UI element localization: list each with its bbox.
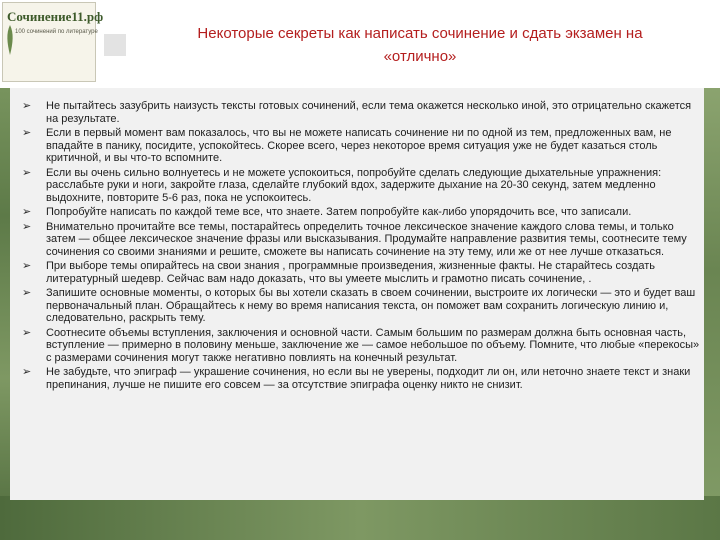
list-item-text: Внимательно прочитайте все темы, постарайтесь определить точное лексическое значение каждого слова темы, и только затем — общее лексическое значение фразы или высказывания. Продумайте направление развития темы, соотнесите тему сочинения со своими знаниями и решите, сможете вы написать сочинение на эту тему, или же от нее лучше отказаться. bbox=[46, 220, 687, 258]
arrow-bullet-icon: ➢ bbox=[22, 166, 32, 179]
list-item bbox=[22, 327, 702, 365]
arrow-bullet-icon: ➢ bbox=[22, 100, 32, 112]
quill-icon bbox=[5, 25, 15, 55]
list-item-text: Если вы очень сильно волнуетесь и не можете успокоиться, попробуйте сделать следующие дыхательные упражнения: расслабьте руки и ноги, закройте глаза, сделайте глубокий вдох, задержите дыхание на 20-30 секунд, затем медленно выдохните, повторите 5-6 раз, пока не успокоитесь. bbox=[46, 166, 662, 204]
decorative-square bbox=[104, 34, 126, 56]
site-logo[interactable] bbox=[2, 2, 104, 82]
arrow-bullet-icon: ➢ bbox=[22, 260, 32, 273]
arrow-bullet-icon: ➢ bbox=[22, 366, 32, 379]
site-logo-tagline: 100 сочинений по литературе bbox=[15, 29, 98, 35]
slide-title bbox=[150, 22, 690, 68]
background-bottom-border bbox=[0, 496, 720, 540]
list-item-text: Не пытайтесь зазубрить наизусть тексты готовых сочинений, если тема окажется несколько иной, это отрицательно скажется на результате. bbox=[46, 100, 692, 125]
list-item-text: Не забудьте, что эпиграф — украшение сочинения, но если вы не уверены, подходит ли он, или неточно знаете текст и знаки препинания, лучше не пишите его совсем — за отсутствие эпиграфа оценку никто не снизит. bbox=[46, 366, 691, 391]
arrow-bullet-icon: ➢ bbox=[22, 126, 32, 139]
site-logo-name: Сочинение11.рф bbox=[7, 9, 104, 24]
list-item-text: Запишите основные моменты, о которых бы вы хотели сказать в своем сочинении, выстроите их логически — это и будет ваш первоначальный план. Обращайтесь к нему во время написания текста, он поможет вам сохранить логическую линию и, следовательно, раскрыть тему. bbox=[46, 287, 696, 325]
slide-title-line-1: Некоторые секреты как написать сочинение и сдать экзамен на bbox=[197, 25, 643, 42]
list-item bbox=[22, 221, 702, 259]
list-item bbox=[22, 366, 702, 391]
list-item bbox=[22, 287, 702, 325]
list-item bbox=[22, 206, 702, 219]
list-item-text: Если в первый момент вам показалось, что вы не можете написать сочинение ни по одной из тем, предложенных вам, не впадайте в панику, посидите, успокойтесь. Скорее всего, через некоторое время ситуация уже не будет казаться столь критичной, и вы что-то вспомните. bbox=[46, 126, 672, 165]
arrow-bullet-icon: ➢ bbox=[22, 206, 32, 219]
list-item-text: Соотнесите объемы вступления, заключения и основной части. Самым большим по размерам должна быть основная часть, вступление — примерно в половину меньше, заключение же — самое небольшое по объему. Помните, что любые «перекосы» с размерами сочинения могут также негативно повлиять на конечный результат. bbox=[46, 326, 700, 364]
arrow-bullet-icon: ➢ bbox=[22, 220, 32, 233]
tips-list bbox=[22, 100, 702, 393]
list-item bbox=[22, 167, 702, 205]
list-item-text: При выборе темы опирайтесь на свои знания , программные произведения, жизненные факты. Не старайтесь создать литературный шедевр. Сейчас вам надо доказать, что вы умеете мыслить и грамотно писать сочинение, . bbox=[46, 260, 656, 285]
arrow-bullet-icon: ➢ bbox=[22, 326, 32, 339]
list-item bbox=[22, 260, 702, 285]
list-item-text: Попробуйте написать по каждой теме все, что знаете. Затем попробуйте как-либо упорядочить все, что записали. bbox=[46, 206, 632, 219]
list-item bbox=[22, 127, 702, 165]
arrow-bullet-icon: ➢ bbox=[22, 287, 32, 300]
list-item bbox=[22, 100, 702, 125]
slide-title-line-2: «отлично» bbox=[383, 48, 457, 65]
